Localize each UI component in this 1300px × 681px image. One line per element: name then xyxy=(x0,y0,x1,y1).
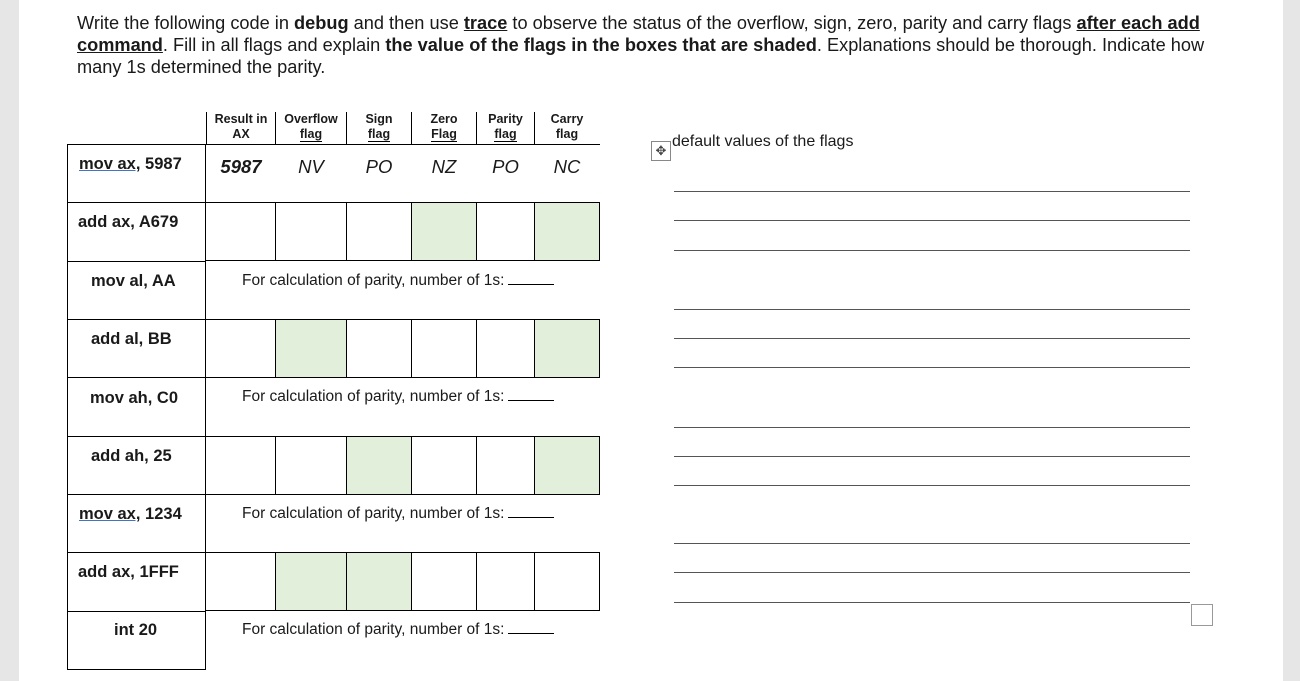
header-parity: Parity flag xyxy=(488,112,523,141)
explanation-line[interactable] xyxy=(674,309,1190,310)
result-ax-input[interactable] xyxy=(205,202,276,261)
instructions-paragraph: Write the following code in debug and then use trace to observe the status of the overflow, sign, zero, parity and carry flags after each add command. Fill in all flags and explain the value of the flags in the boxes that are shaded. Explanations should be thorough. Indicate how many 1s determined the parity. xyxy=(77,13,1205,77)
sign-flag-input[interactable] xyxy=(346,319,412,378)
parity-count-blank[interactable] xyxy=(508,506,554,518)
parity-count-note: For calculation of parity, number of 1s: xyxy=(242,505,554,523)
header-result: Result in AX xyxy=(214,112,268,141)
table-move-handle-icon[interactable]: ✥ xyxy=(651,141,671,161)
parity-count-note: For calculation of parity, number of 1s: xyxy=(242,388,554,406)
instruction-add-al-bb: add al, BB xyxy=(91,330,172,348)
overflow-flag-input-shaded[interactable] xyxy=(275,552,347,611)
carry-flag-input[interactable] xyxy=(534,552,600,611)
zero-flag-input[interactable] xyxy=(411,552,477,611)
instruction-mov-ax-5987: mov ax, 5987 xyxy=(79,155,182,173)
parity-flag-input[interactable] xyxy=(476,552,535,611)
parity-flag-input[interactable] xyxy=(476,436,535,495)
explanation-line[interactable] xyxy=(674,602,1190,603)
overflow-flag-value: NV xyxy=(298,156,324,177)
instruction-mov-al-aa: mov al, AA xyxy=(91,272,176,290)
overflow-flag-input[interactable] xyxy=(275,436,347,495)
explanation-line[interactable] xyxy=(674,220,1190,221)
result-ax-input[interactable] xyxy=(205,552,276,611)
explanation-line[interactable] xyxy=(674,338,1190,339)
explanation-line[interactable] xyxy=(674,572,1190,573)
explanation-line[interactable] xyxy=(674,427,1190,428)
parity-count-blank[interactable] xyxy=(508,273,554,285)
result-ax-value: 5987 xyxy=(220,156,262,177)
default-flags-caption: default values of the flags xyxy=(672,133,854,150)
explanation-line[interactable] xyxy=(674,250,1190,251)
overflow-flag-input-shaded[interactable] xyxy=(275,319,347,378)
explanation-line[interactable] xyxy=(674,485,1190,486)
parity-count-blank[interactable] xyxy=(508,622,554,634)
instruction-add-ax-a679: add ax, A679 xyxy=(78,213,179,231)
instruction-add-ah-25: add ah, 25 xyxy=(91,447,172,465)
header-sign: Sign flag xyxy=(365,112,393,141)
sign-flag-input[interactable] xyxy=(346,202,412,261)
overflow-flag-input[interactable] xyxy=(275,202,347,261)
carry-flag-input-shaded[interactable] xyxy=(534,319,600,378)
header-carry: Carry flag xyxy=(550,112,584,141)
parity-flag-value: PO xyxy=(492,156,519,177)
sign-flag-input-shaded[interactable] xyxy=(346,552,412,611)
parity-count-note: For calculation of parity, number of 1s: xyxy=(242,272,554,290)
explanation-line[interactable] xyxy=(674,191,1190,192)
carry-flag-input-shaded[interactable] xyxy=(534,202,600,261)
zero-flag-input[interactable] xyxy=(411,436,477,495)
zero-flag-input-shaded[interactable] xyxy=(411,202,477,261)
instruction-add-ax-1fff: add ax, 1FFF xyxy=(78,563,179,581)
result-ax-input[interactable] xyxy=(205,319,276,378)
explanation-line[interactable] xyxy=(674,456,1190,457)
sign-flag-value: PO xyxy=(365,156,393,177)
instruction-mov-ah-c0: mov ah, C0 xyxy=(90,389,179,407)
parity-flag-input[interactable] xyxy=(476,319,535,378)
sign-flag-input-shaded[interactable] xyxy=(346,436,412,495)
explanation-line[interactable] xyxy=(674,367,1190,368)
header-zero: Zero Flag xyxy=(430,112,458,141)
parity-flag-input[interactable] xyxy=(476,202,535,261)
result-ax-input[interactable] xyxy=(205,436,276,495)
parity-count-blank[interactable] xyxy=(508,389,554,401)
document-page xyxy=(19,0,1283,681)
zero-flag-input[interactable] xyxy=(411,319,477,378)
carry-flag-input-shaded[interactable] xyxy=(534,436,600,495)
instruction-int-20: int 20 xyxy=(114,621,158,639)
instruction-mov-ax-1234: mov ax, 1234 xyxy=(79,505,182,523)
table-resize-handle[interactable] xyxy=(1191,604,1213,626)
explanation-line[interactable] xyxy=(674,543,1190,544)
header-overflow: Overflow flag xyxy=(284,112,338,141)
zero-flag-value: NZ xyxy=(431,156,457,177)
parity-count-note: For calculation of parity, number of 1s: xyxy=(242,621,554,639)
carry-flag-value: NC xyxy=(553,156,581,177)
